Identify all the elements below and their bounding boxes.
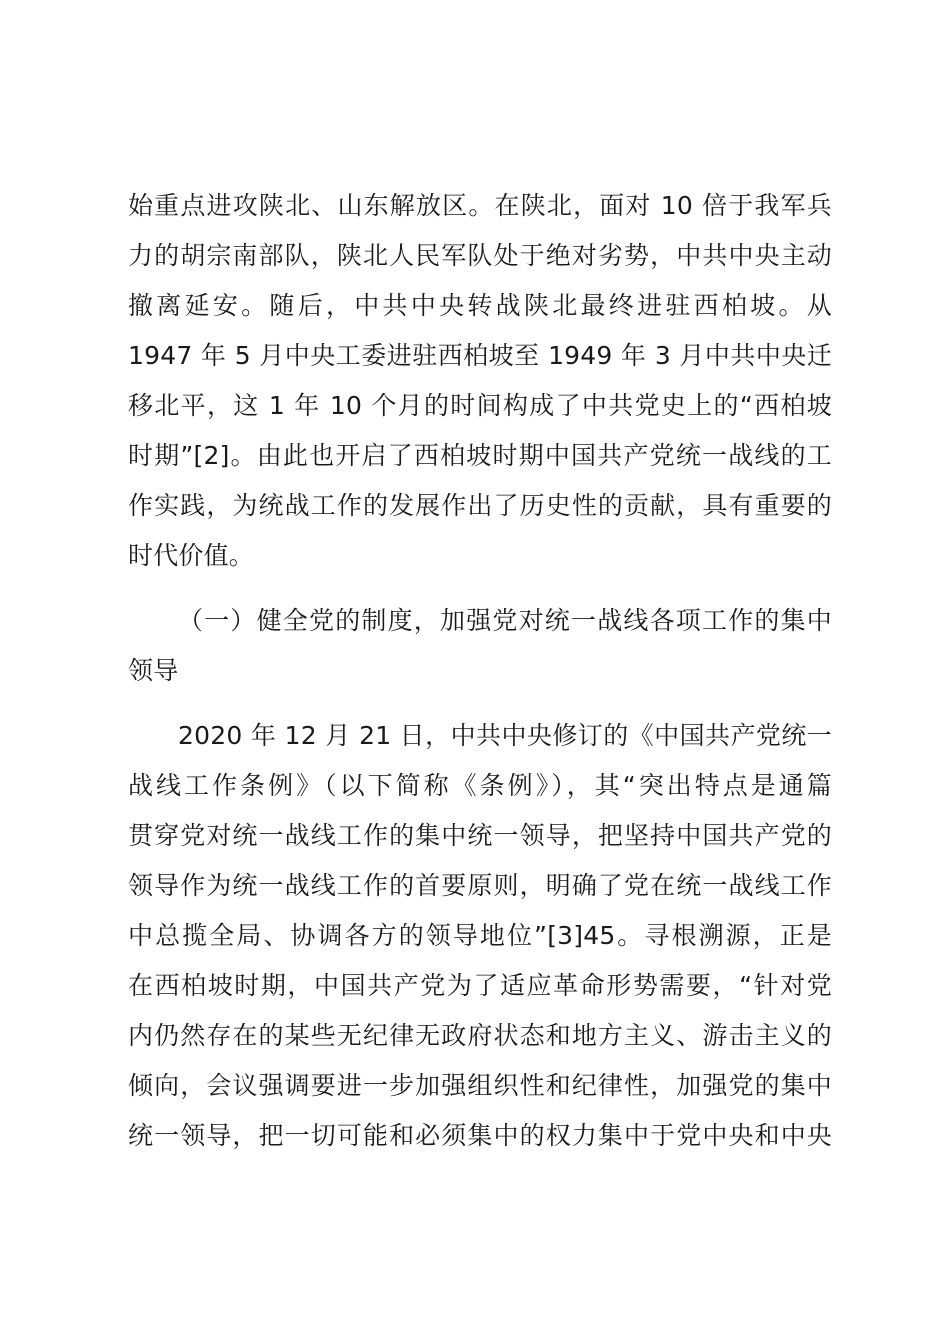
text-line: 移北平，这 1 年 10 个月的时间构成了中共党史上的“西柏坡: [128, 391, 832, 420]
text-line: 倾向，会议强调要进一步加强组织性和纪律性，加强党的集中: [128, 1071, 832, 1100]
text-line: 时代价值。: [128, 541, 255, 570]
text-line: 1947 年 5 月中央工委进驻西柏坡至 1949 年 3 月中共中央迁: [128, 341, 832, 370]
text-line: 战线工作条例》（以下简称《条例》），其“突出特点是通篇: [128, 771, 832, 800]
text-line: 统一领导，把一切可能和必须集中的权力集中于党中央和中央: [128, 1121, 832, 1150]
heading-line: 领导: [128, 656, 179, 685]
text-line: 时期”[2]。由此也开启了西柏坡时期中国共产党统一战线的工: [128, 441, 832, 470]
text-line: 贯穿党对统一战线工作的集中统一领导，把坚持中国共产党的: [128, 821, 832, 850]
text-line: 在西柏坡时期，中国共产党为了适应革命形势需要，“针对党: [128, 971, 832, 1000]
text-line: 领导作为统一战线工作的首要原则，明确了党在统一战线工作: [128, 871, 832, 900]
text-line: 作实践，为统战工作的发展作出了历史性的贡献，具有重要的: [128, 491, 832, 520]
text-line: 内仍然存在的某些无纪律无政府状态和地方主义、游击主义的: [128, 1021, 832, 1050]
text-line: 力的胡宗南部队，陕北人民军队处于绝对劣势，中共中央主动: [128, 241, 832, 270]
heading-line: （一）健全党的制度，加强党对统一战线各项工作的集中: [178, 606, 832, 635]
text-line: 2020 年 12 月 21 日，中共中央修订的《中国共产党统一: [178, 721, 832, 750]
text-line: 始重点进攻陕北、山东解放区。在陕北，面对 10 倍于我军兵: [128, 191, 832, 220]
text-line: 撤离延安。随后，中共中央转战陕北最终进驻西柏坡。从: [128, 291, 832, 320]
text-line: 中总揽全局、协调各方的领导地位”[3]45。寻根溯源，正是: [128, 921, 832, 950]
